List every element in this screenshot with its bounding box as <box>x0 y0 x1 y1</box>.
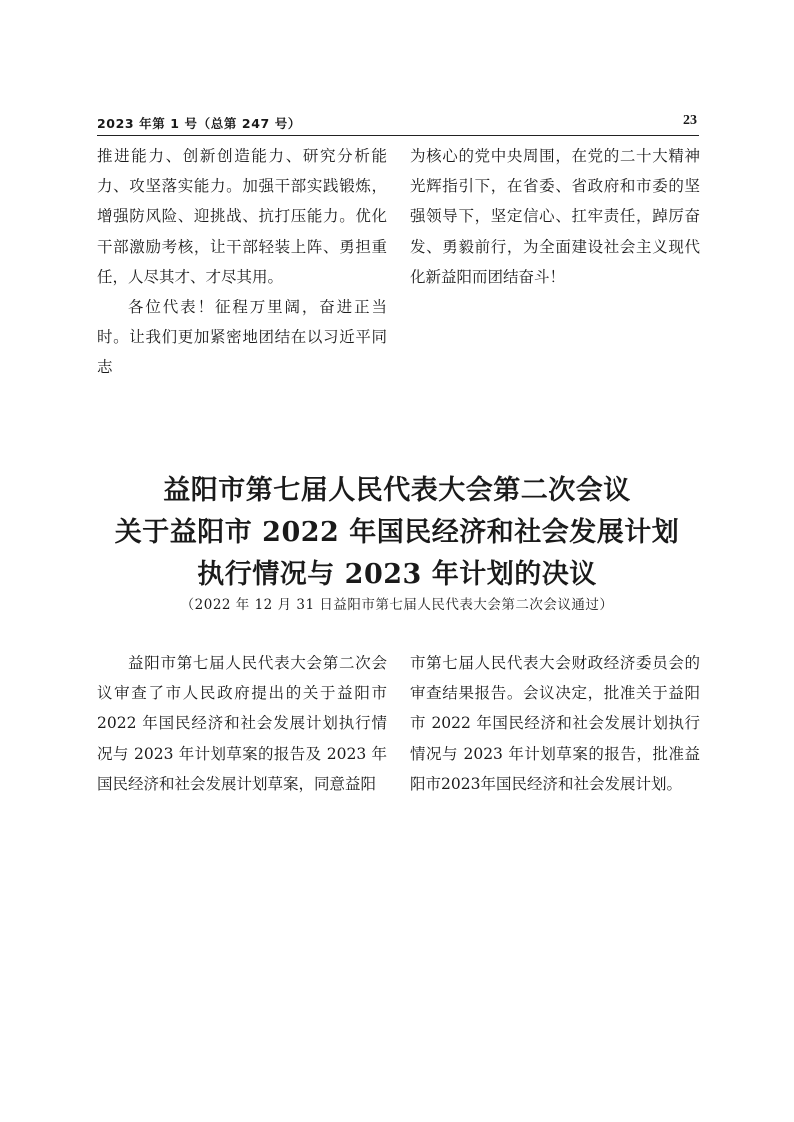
title-line: 益阳市第七届人民代表大会第二次会议 <box>163 475 631 506</box>
resolution-subtitle: （2022 年 12 月 31 日益阳市第七届人民代表大会第二次会议通过） <box>180 597 614 613</box>
paragraph: 市第七届人民代表大会财政经济委员会的审查结果报告。会议决定，批准关于益阳市 2022 年国民经济和社会发展计划执行情况与 2023 年计划草案的报告，批准益阳市2023年国民经济和社会发展计划。 <box>410 654 700 793</box>
top-left-column <box>97 141 387 383</box>
paragraph: 推进能力、创新创造能力、研究分析能力、攻坚落实能力。加强干部实践锻炼，增强防风险、迎挑战、抗打压能力。优化干部激励考核，让干部轻装上阵、勇担重任，人尽其才、才尽其用。 <box>97 147 387 286</box>
resolution-body-left <box>97 648 387 799</box>
running-header <box>97 113 699 136</box>
issue-label: 2023 年第 1 号（总第 247 号） <box>97 116 301 131</box>
title-line: 关于益阳市 2022 年国民经济和社会发展计划 <box>114 517 680 548</box>
resolution-title <box>40 470 754 596</box>
top-right-column <box>410 141 700 292</box>
page-number: 23 <box>683 113 697 128</box>
paragraph: 益阳市第七届人民代表大会第二次会议审查了市人民政府提出的关于益阳市 2022 年国民经济和社会发展计划执行情况与 2023 年计划草案的报告及 2023 年国民经济和社会发展计划草案，同意益阳 <box>97 654 387 793</box>
paragraph: 为核心的党中央周围，在党的二十大精神光辉指引下，在省委、省政府和市委的坚强领导下，坚定信心、扛牢责任，踔厉奋发、勇毅前行，为全面建设社会主义现代化新益阳而团结奋斗！ <box>410 147 700 286</box>
title-line: 执行情况与 2023 年计划的决议 <box>197 559 597 590</box>
resolution-body-right <box>410 648 700 799</box>
paragraph: 各位代表！征程万里阔，奋进正当时。让我们更加紧密地团结在以习近平同志 <box>97 298 387 377</box>
